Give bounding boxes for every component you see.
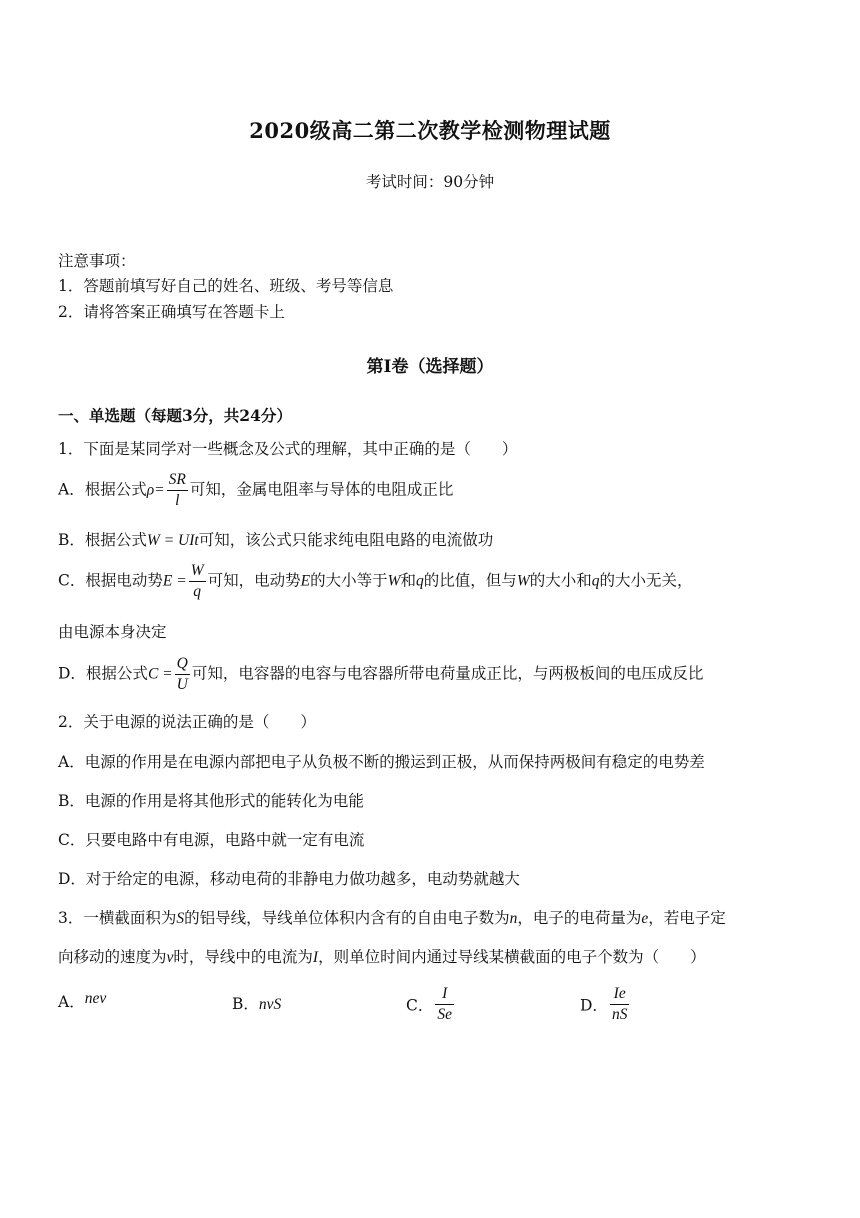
question-3-stem-line-1 [58, 906, 726, 928]
question-2-stem: 2．关于电源的说法正确的是（ ） [58, 713, 316, 731]
option-formula: nvS [258, 996, 282, 1013]
variable: E [300, 572, 311, 590]
option-text: 的大小等于 [310, 571, 388, 590]
fraction [610, 984, 630, 1025]
option-text: 可知，电容器的电容与电容器所带电荷量成正比，与两极板间的电压成反比 [191, 664, 704, 683]
option-text: A．根据公式 [58, 480, 147, 499]
question-2-option-d: D．对于给定的电源，移动电荷的非静电力做功越多，电动势就越大 [58, 870, 520, 888]
question-3-stem-line-2 [58, 945, 706, 967]
note-item: 1．答题前填写好自己的姓名、班级、考号等信息 [58, 277, 394, 295]
question-3-option-d [580, 984, 631, 1025]
question-3-option-b [232, 992, 281, 1014]
formula-lhs: C = [147, 665, 173, 683]
fraction-denominator: l [175, 492, 180, 509]
option-formula: nev [84, 990, 107, 1007]
notes-heading: 注意事项： [58, 252, 136, 270]
option-text: D．根据公式 [58, 664, 148, 683]
question-2-option-c: C．只要电路中有电源，电路中就一定有电流 [58, 831, 365, 849]
question-1-option-c [58, 561, 693, 602]
fraction-numerator: W [189, 561, 206, 582]
option-text: C．根据电动势 [58, 571, 163, 590]
formula: W = UIt [146, 532, 199, 549]
note-item: 2．请将答案正确填写在答题卡上 [58, 303, 285, 321]
question-3-options [58, 984, 818, 1028]
fraction-numerator: SR [167, 470, 188, 491]
variable: v [166, 949, 174, 966]
variable: q [416, 572, 424, 590]
stem-text: 3．一横截面积为 [58, 909, 177, 927]
fraction-denominator: U [176, 676, 188, 693]
fraction-numerator: Ie [610, 984, 630, 1005]
option-text: 可知，电动势 [207, 571, 301, 590]
fraction-numerator: I [435, 984, 454, 1005]
variable: W [516, 572, 530, 590]
option-text: 可知，金属电阻率与导体的电阻成正比 [189, 480, 454, 499]
fraction-numerator: Q [175, 654, 190, 675]
question-2-option-b: B．电源的作用是将其他形式的能转化为电能 [58, 792, 364, 810]
stem-text: ，电子的电荷量为 [517, 909, 642, 927]
option-text: 和 [400, 571, 417, 590]
stem-text: 时，导线中的电流为 [173, 948, 313, 966]
option-label: C． [406, 996, 434, 1015]
option-label: D． [580, 996, 608, 1015]
exam-time: 考试时间：90分钟 [365, 173, 495, 191]
part-heading: 一、单选题（每题3分，共24分） [58, 406, 292, 425]
variable: I [312, 949, 319, 966]
option-text: B．根据公式 [58, 531, 147, 549]
option-text: 的大小和 [529, 571, 592, 590]
exam-title: 2020级高二第二次教学检测物理试题 [249, 118, 611, 143]
variable: e [641, 910, 649, 927]
option-label: A． [58, 993, 85, 1011]
question-3-option-c [406, 984, 456, 1025]
stem-text: 的铝导线，导线单位体积内含有的自由电子数为 [184, 909, 510, 927]
question-2-option-a: A．电源的作用是在电源内部把电子从负极不断的搬运到正极，从而保持两极间有稳定的电势差 [58, 753, 705, 771]
fraction-denominator: nS [611, 1006, 628, 1023]
option-text: 的比值，但与 [423, 571, 517, 590]
variable: n [509, 910, 518, 927]
stem-text: ，若电子定 [648, 909, 726, 927]
question-1-option-c-continued: 由电源本身决定 [58, 623, 167, 641]
question-1-option-a [58, 470, 453, 511]
fraction [175, 654, 190, 695]
question-3-option-a [58, 990, 106, 1012]
fraction-denominator: q [193, 583, 202, 600]
section-title: 第Ⅰ卷（选择题） [366, 357, 494, 377]
stem-text: 向移动的速度为 [58, 948, 167, 966]
fraction [167, 470, 188, 511]
formula-lhs: E = [162, 572, 187, 590]
fraction-denominator: Se [437, 1006, 453, 1023]
variable: W [387, 572, 401, 590]
option-label: B． [232, 995, 259, 1013]
stem-text: ，则单位时间内通过导线某横截面的电子个数为（ ） [318, 948, 706, 966]
fraction [189, 561, 206, 602]
question-1-stem: 1．下面是某同学对一些概念及公式的理解，其中正确的是（ ） [58, 440, 518, 458]
fraction [435, 984, 454, 1025]
option-text: 可知，该公式只能求纯电阻电路的电流做功 [198, 531, 494, 549]
question-1-option-b [58, 528, 493, 550]
option-text: 的大小无关， [599, 571, 693, 590]
variable: S [176, 910, 185, 927]
formula-lhs: ρ= [146, 481, 165, 499]
variable: q [591, 572, 600, 590]
question-1-option-d [58, 654, 703, 695]
